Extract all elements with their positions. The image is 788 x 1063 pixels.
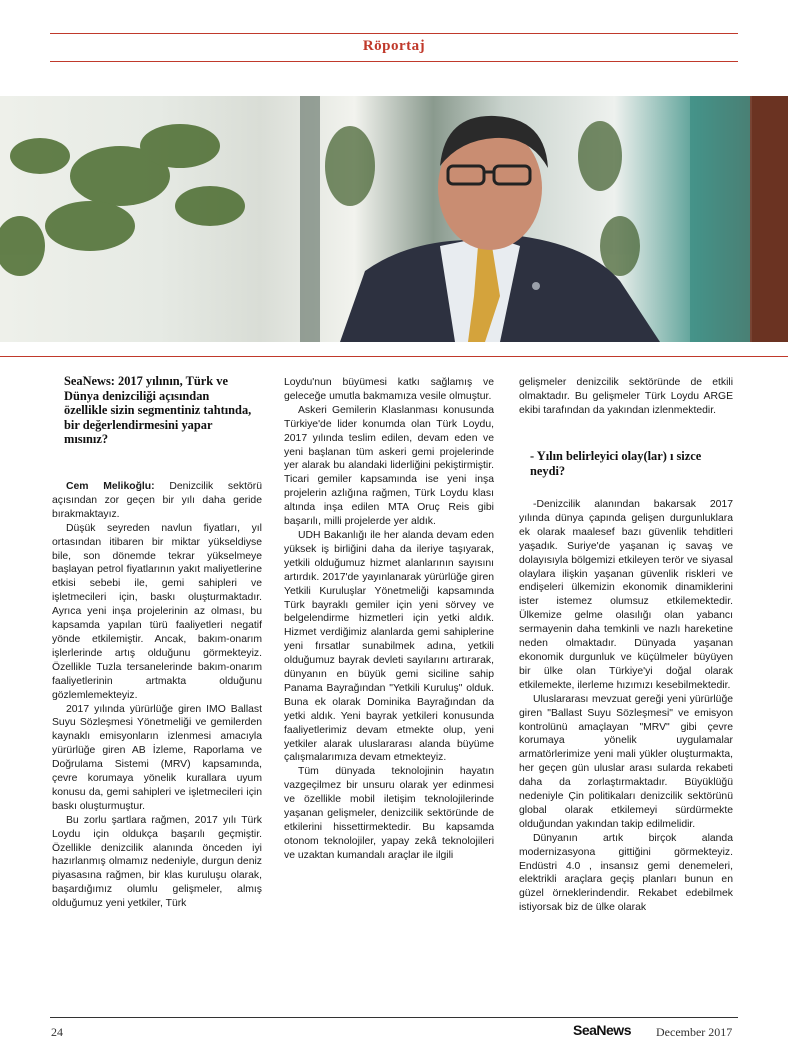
interview-photo [0, 96, 788, 342]
page-number: 24 [51, 1025, 63, 1039]
column-2-paragraph: UDH Bakanlığı ile her alanda devam eden yüksek iş birliğini daha da ileriye taşıyarak, yetkili olduğumuz hizmet alanlarının sayısını artırdık. 2017'de yayınlanarak yürürlüğe giren Yetkili Kuruluşlar Yönetmeliği kapsamında Türk bayraklı gemiler için yeni sörvey ve belgelendirme hizmetleri için yetki aldık. Hizmet verdiğimiz alanlarda gemi sahiplerine yeni fırsatlar sunabilmek adına, yetkili olduğumuz bayrak devleti sayılarını artırarak, dünyanın en büyük gemi siciline sahip Panama Bayrağından "Yetkili Kuruluş" olduk. Buna ek olarak Dominika Bayrağından da yetki aldık. Yeni bayrak yetkileri konusunda faaliyetlerimiz devam etmekte olup, yeni yetkiler alarak uluslararası alanda büyüme çalışmalarımıza devam etmekteyiz. [284, 529, 494, 764]
answer-2-paragraph: Uluslararası mevzuat gereği yeni yürürlüğe giren "Ballast Suyu Sözleşmesi" ve emisyon kontrolünü amaçlayan "MRV" gibi çevre korumaya yönelik uygulamalar armatörlerimize yeni mali yükler oluşturmakta, her geçen gün uluslar arası sularda rekabeti daha da zorlaştırmaktadır. Büyüklüğü nedeniyle Çin politikaları denizcilik sektörünü global olarak etkilemeyi sürdürmekte olduğundan yakından takip edilmelidir. [519, 693, 733, 830]
footer-rule [50, 1017, 738, 1018]
column-2-paragraph: Loydu'nun büyümesi katkı sağlamış ve geleceğe umutla bakmamıza vesile olmuştur. [284, 377, 494, 402]
column-3 [519, 498, 733, 915]
portrait-illustration [0, 96, 788, 342]
header-bottom-rule [50, 61, 738, 62]
column-1 [52, 480, 262, 911]
photo-divider [0, 356, 788, 357]
question-2: - Yılın belirleyici olay(lar) ı sizce neydi? [530, 449, 702, 478]
column-3-top-paragraph: gelişmeler denizcilik sektöründe de etkili olmaktadır. Bu gelişmeler Türk Loydu ARGE ekibi tarafından da yakından izlenmektedir. [519, 377, 733, 416]
answer-1-paragraph: 2017 yılında yürürlüğe giren IMO Ballast Suyu Sözleşmesi Yönetmeliği ve gemilerden kaynaklı emisyonların izlenmesi amacıyla yürürlüğe giren AB İzleme, Raporlama ve Doğrulama Sistemi (MRV) kapsamında, çevre korumaya yönelik kurallara uyum konusu da, gemi sahipleri ve işletmecileri için baskı oluşturmuştur. [52, 703, 262, 812]
answer-1-paragraph: Düşük seyreden navlun fiyatları, yıl ortasından itibaren bir miktar yükseldiyse bile, son dönemde tekrar yükselmeye başlayan petrol fiyatlarının yakıt maliyetlerine etkisi sebebi ile, gemi sahipleri ve işletmecileri için, baskı oluşturmaktadır. Ayrıca yeni inşa projelerinin az olması, bu kapsamda yapılan türü faaliyetleri negatif yönde etkilemiştir. Ancak, bakım-onarım işlerlerinde artış olduğunu görmekteyiz. Özellikle Tuzla tersanelerinde bakım-onarım faaliyetlerinin artmakta olduğunu gözlemlemekteyiz. [52, 522, 262, 701]
answer-2-paragraph: -Denizcilik alanından bakarsak 2017 yılında dünya çapında gelişen durgunluklara ek olarak maalesef bazı güvenlik tehditleri yaşadık. Suriye'de yaşanan iç savaş ve dolayısıyla bölgemizi etkileyen terör ve siyasal olaylara ilişkin yaşanan güvenlik riskleri ve endişeleri ülkemizin ekonomik dinamiklerini ister istemez olumsuz etkilemektedir. Ülkemize gelme olasılığı olan yabancı sermayenin daha temkinli ve nazlı hareketine neden olmaktadır. Dünyada yaşanan ekonomik durgunluk ve küçülmeler büyüyen bir ülke olan Türkiye'yi doğal olarak etkilemekte, ilerleme hızımızı kesebilmektedir. [519, 499, 733, 691]
column-2-paragraph: Tüm dünyada teknolojinin hayatın vazgeçilmez bir unsuru olarak yer edinmesi ve özellikle mobil iletişim teknolojilerinde yaşanan gelişmeler, denizcilik sektöründe de etkilerini hissettirmektedir. Bu kapsamda otonom teknolojiler, yapay zekâ teknolojileri ve uzaktan kumandalı araçlar ile ilgili [284, 766, 494, 861]
header-top-rule [50, 33, 738, 34]
column-2 [284, 376, 494, 863]
column-3-top [519, 376, 733, 418]
answer-1-intro: Denizcilik sektörü açısından zor geçen bir yılı daha geride bırakmaktayız. [52, 481, 262, 520]
column-2-paragraph: Askeri Gemilerin Klaslanması konusunda Türkiye'de lider konumda olan Türk Loydu, 2017 yılında teslim edilen, devam eden ve yeni başlanan tüm askeri gemi projelerinde yer alarak bu alandaki liderliğini pekiştirmiştir. Ticari gemiler kapsamında ise yeni inşa projelerin azlığına rağmen, Türk Loydu klası altında inşa edilen MTA Oruç Reis gibi başarılı, milli projelerde yer aldık. [284, 404, 494, 528]
question-1: SeaNews: 2017 yılının, Türk ve Dünya denizciliği açısından özellikle sizin segmentiniz tahtında, bir değerlendirmesini yapar mısınız? [64, 374, 252, 446]
section-label: Röportaj [362, 38, 426, 54]
answer-1-paragraph: Bu zorlu şartlara rağmen, 2017 yılı Türk Loydu için oldukça başarılı geçmiştir. Özellikle denizcilik alanında önceden iyi hazırlanmış olmamız nedeniyle, durgun deniz piyasasına rağmen, bir klas kuruluşu olarak, başardığımız olumlu gelişmeler, almış olduğumuz yeni yetkiler, Türk [52, 814, 262, 910]
speaker-name: Cem Melikoğlu: [66, 481, 155, 492]
answer-2-paragraph: Dünyanın artık birçok alanda modernizasyona gittiğini görmekteyiz. Endüstri 4.0 , insansız gemi denemeleri, elektrikli araçlara geçiş planları bunun en güzel örneklerindendir. Rekabet edebilmek istiyorsak biz de ülke olarak [519, 832, 733, 914]
magazine-logo: SeaNews [573, 1022, 631, 1038]
issue-date: December 2017 [656, 1025, 733, 1039]
